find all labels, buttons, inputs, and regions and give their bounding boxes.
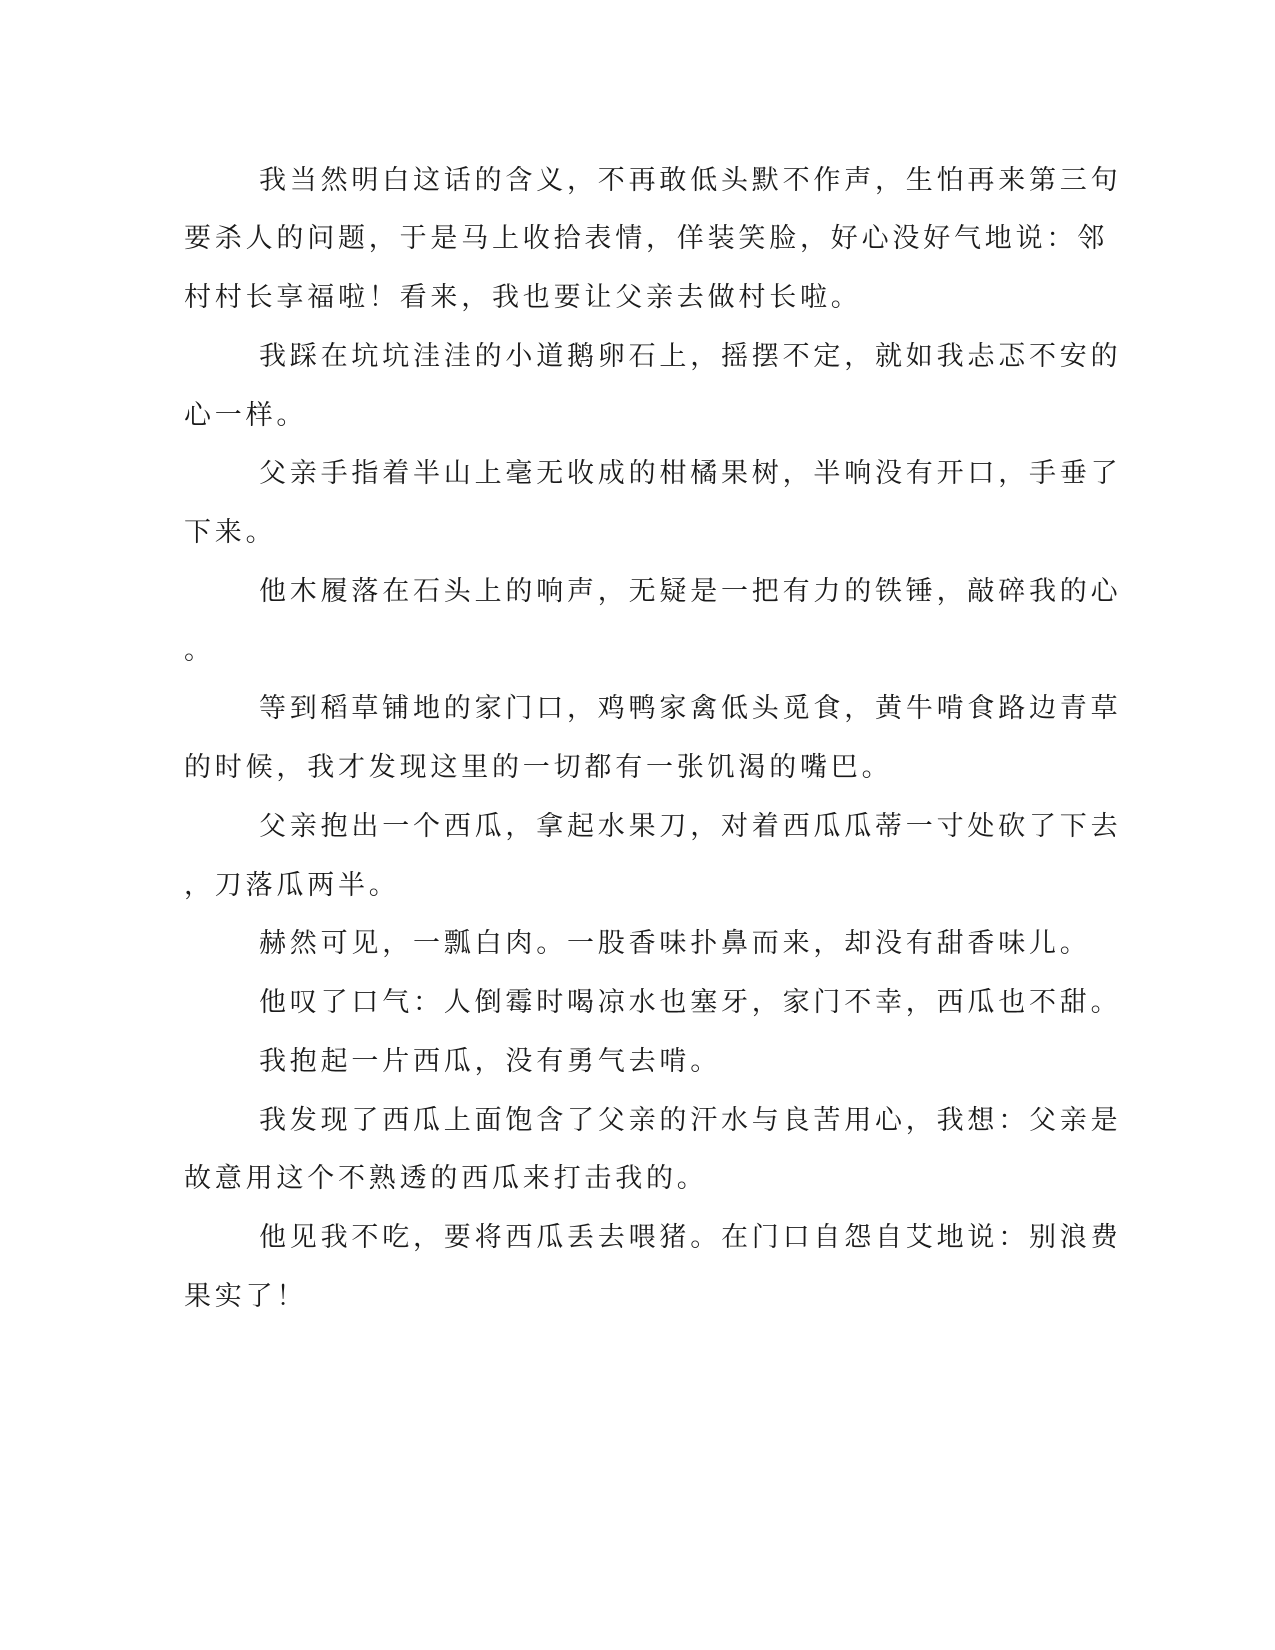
paragraph-line: 我当然明白这话的含义，不再敢低头默不作声，生怕再来第三句 bbox=[259, 165, 1122, 196]
paragraph-line: 我抱起一片西瓜，没有勇气去啃。 bbox=[259, 1046, 721, 1077]
paragraph-line: 村村长享福啦！看来，我也要让父亲去做村长啦。 bbox=[184, 282, 862, 313]
paragraph-line: 下来。 bbox=[184, 517, 277, 548]
paragraph-line: 父亲抱出一个西瓜，拿起水果刀，对着西瓜瓜蒂一寸处砍了下去 bbox=[259, 811, 1122, 842]
paragraph-line: 我踩在坑坑洼洼的小道鹅卵石上，摇摆不定，就如我忐忑不安的 bbox=[259, 341, 1122, 372]
paragraph-line: 我发现了西瓜上面饱含了父亲的汗水与良苦用心，我想：父亲是 bbox=[259, 1105, 1122, 1136]
paragraph-line: 他木履落在石头上的响声，无疑是一把有力的铁锤，敲碎我的心 bbox=[259, 576, 1122, 607]
paragraph-line: 他见我不吃，要将西瓜丢去喂猪。在门口自怨自艾地说：别浪费 bbox=[259, 1222, 1122, 1253]
paragraph-line: 果实了！ bbox=[184, 1281, 308, 1312]
paragraph-line: 父亲手指着半山上毫无收成的柑橘果树，半响没有开口，手垂了 bbox=[259, 458, 1122, 489]
paragraph-line: 。 bbox=[184, 635, 215, 666]
paragraph-line: ，刀落瓜两半。 bbox=[184, 870, 400, 901]
paragraph-line: 要杀人的问题，于是马上收拾表情，佯装笑脸，好心没好气地说：邻 bbox=[184, 223, 1108, 254]
paragraph-line: 赫然可见，一瓢白肉。一股香味扑鼻而来，却没有甜香味儿。 bbox=[259, 928, 1091, 959]
paragraph-line: 故意用这个不熟透的西瓜来打击我的。 bbox=[184, 1163, 708, 1194]
paragraph-line: 心一样。 bbox=[184, 400, 308, 431]
paragraph-line: 等到稻草铺地的家门口，鸡鸭家禽低头觅食，黄牛啃食路边青草 bbox=[259, 693, 1122, 724]
paragraph-line: 他叹了口气：人倒霉时喝凉水也塞牙，家门不幸，西瓜也不甜。 bbox=[259, 987, 1122, 1018]
paragraph-line: 的时候，我才发现这里的一切都有一张饥渴的嘴巴。 bbox=[184, 752, 893, 783]
